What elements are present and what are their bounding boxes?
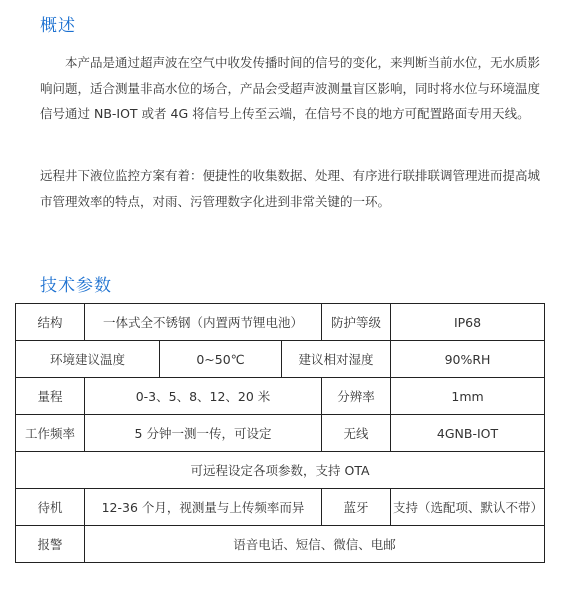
- protection-label: 防护等级: [322, 304, 391, 341]
- standby-value: 12-36 个月，视测量与上传频率而异: [85, 489, 322, 526]
- alarm-value: 语音电话、短信、微信、电邮: [85, 526, 545, 563]
- structure-value: 一体式全不锈钢（内置两节锂电池）: [85, 304, 322, 341]
- table-row: [16, 526, 545, 563]
- specs-table: [15, 303, 545, 563]
- table-row: [16, 341, 545, 378]
- wireless-label: 无线: [322, 415, 391, 452]
- overview-paragraph-1: 本产品是通过超声波在空气中收发传播时间的信号的变化，来判断当前水位，无水质影响问题，适合测量非高水位的场合，产品会受超声波测量盲区影响，同时将水位与环境温度信号通过 NB-IOT 或者 4G 将信号上传至云端，在信号不良的地方可配置路面专用天线。: [40, 55, 541, 121]
- resolution-label: 分辨率: [322, 378, 391, 415]
- alarm-label: 报警: [16, 526, 85, 563]
- table-row: [16, 415, 545, 452]
- resolution-value: 1mm: [391, 378, 545, 415]
- range-value: 0-3、5、8、12、20 米: [85, 378, 322, 415]
- ota-note: 可远程设定各项参数，支持 OTA: [16, 452, 545, 489]
- structure-label: 结构: [16, 304, 85, 341]
- table-row: [16, 378, 545, 415]
- humidity-label: 建议相对湿度: [282, 341, 391, 378]
- bluetooth-label: 蓝牙: [322, 489, 391, 526]
- standby-label: 待机: [16, 489, 85, 526]
- table-row: [16, 304, 545, 341]
- specs-title: 技术参数: [40, 276, 112, 296]
- table-row: [16, 452, 545, 489]
- table-row: [16, 489, 545, 526]
- range-label: 量程: [16, 378, 85, 415]
- overview-paragraph-2: 远程井下液位监控方案有着：便捷性的收集数据、处理、有序进行联排联调管理进而提高城市管理效率的特点，对雨、污管理数字化进到非常关键的一环。: [40, 168, 541, 209]
- humidity-value: 90%RH: [391, 341, 545, 378]
- wireless-value: 4GNB-IOT: [391, 415, 545, 452]
- bluetooth-value: 支持（选配项、默认不带）: [391, 489, 545, 526]
- temperature-label: 环境建议温度: [16, 341, 160, 378]
- overview-title: 概述: [40, 16, 76, 36]
- temperature-value: 0~50℃: [160, 341, 282, 378]
- frequency-value: 5 分钟一测一传，可设定: [85, 415, 322, 452]
- frequency-label: 工作频率: [16, 415, 85, 452]
- protection-value: IP68: [391, 304, 545, 341]
